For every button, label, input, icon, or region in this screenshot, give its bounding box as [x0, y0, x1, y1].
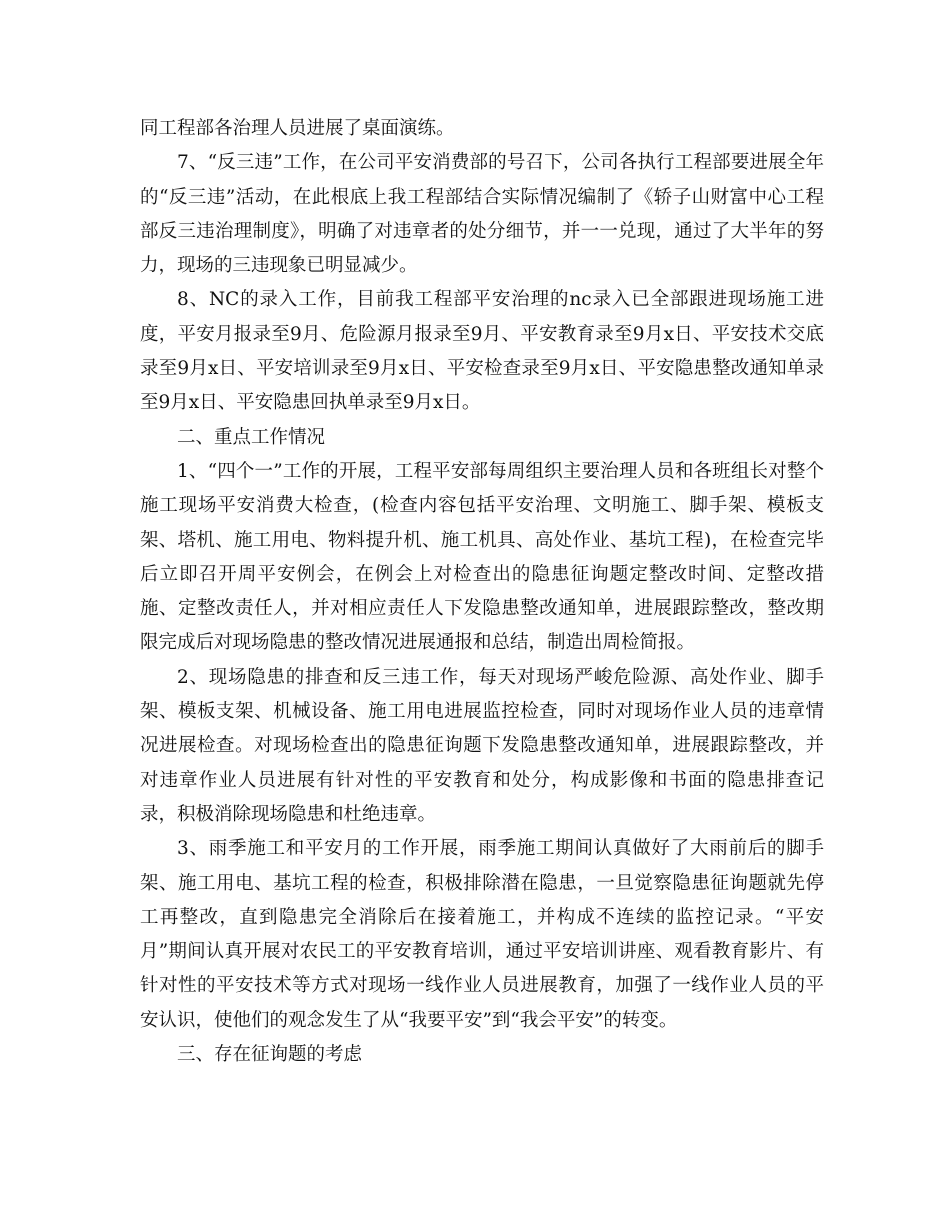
paragraph-point-2: 2、现场隐患的排查和反三违工作，每天对现场严峻危险源、高处作业、脚手架、模板支架、机械设备、施工用电进展监控检查，同时对现场作业人员的违章情况进展检查。对现场检查出的隐患征询题下发隐患整改通知单，进展跟踪整改，并对违章作业人员进展有针对性的平安教育和处分，构成影像和书面的隐患排查记录，积极消除现场隐患和杜绝违章。 [140, 666, 824, 825]
paragraph-item-8: 8、NC的录入工作，目前我工程部平安治理的nc录入已全部跟进现场施工进度，平安月报录至9月、危险源月报录至9月、平安教育录至9月x日、平安技术交底录至9月x日、平安培训录至9月x日、平安检查录至9月x日、平安隐患整改通知单录至9月x日、平安隐患回执单录至9月x日。 [140, 289, 824, 414]
paragraph-point-3: 3、雨季施工和平安月的工作开展，雨季施工期间认真做好了大雨前后的脚手架、施工用电、基坑工程的检查，积极排除潜在隐患，一旦觉察隐患征询题就先停工再整改，直到隐患完全消除后在接着施工，并构成不连续的监控记录。“平安月”期间认真开展对农民工的平安教育培训，通过平安培训讲座、观看教育影片、有针对性的平安技术等方式对现场一线作业人员进展教育，加强了一线作业人员的平安认识，使他们的观念发生了从“我要平安”到“我会平安”的转变。 [140, 838, 824, 1031]
paragraph-point-1: 1、“四个一”工作的开展，工程平安部每周组织主要治理人员和各班组长对整个施工现场平安消费大检查，(检查内容包括平安治理、文明施工、脚手架、模板支架、塔机、施工用电、物料提升机、施工机具、高处作业、基坑工程)，在检查完毕后立即召开周平安例会，在例会上对检查出的隐患征询题定整改时间、定整改措施、定整改责任人，并对相应责任人下发隐患整改通知单，进展跟踪整改，整改期限完成后对现场隐患的整改情况进展通报和总结，制造出周检简报。 [140, 460, 824, 654]
document-body [140, 112, 824, 1072]
paragraph-item-7: 7、“反三违”工作，在公司平安消费部的号召下，公司各执行工程部要进展全年的“反三违”活动，在此根底上我工程部结合实际情况编制了《轿子山财富中心工程部反三违治理制度》，明确了对违章者的处分细节，并一一兑现，通过了大半年的努力，现场的三违现象已明显减少。 [140, 152, 824, 277]
paragraph-continuation: 同工程部各治理人员进展了桌面演练。 [140, 118, 455, 139]
section-heading-2: 二、重点工作情况 [177, 426, 326, 448]
section-heading-3: 三、存在征询题的考虑 [177, 1044, 363, 1066]
